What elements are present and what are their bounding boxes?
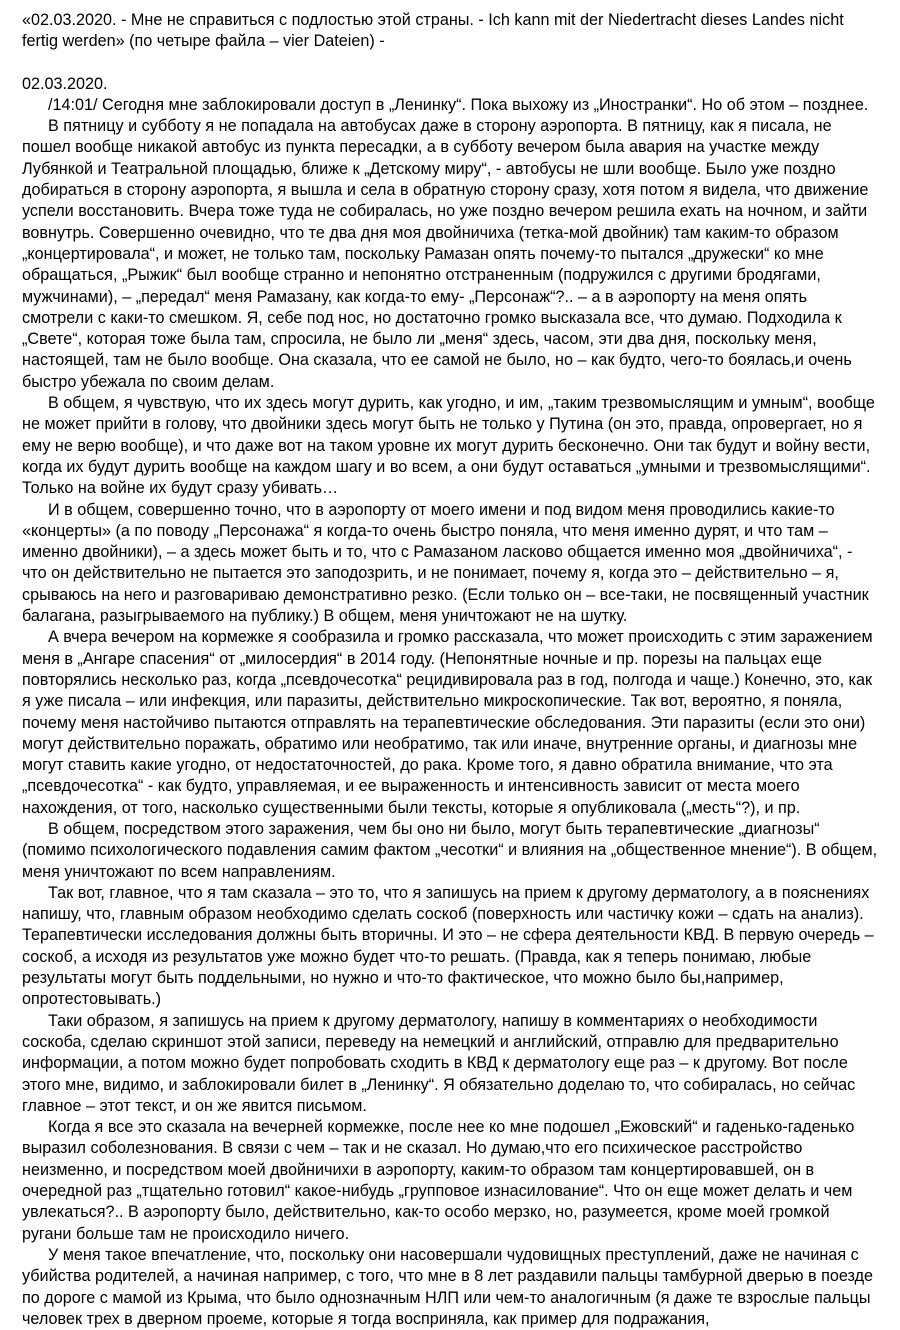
paragraph-8: Таки образом, я запишусь на прием к другому дерматологу, напишу в комментариях о необходимости соскоба, сделаю скриншот этой записи, переведу на немецкий и английский, отправлю для предварительно информации, а потом можно будет попробовать сходить в КВД к дерматологу еще раз – к другому. Вот после этого мне, видимо, и заблокировали билет в „Ленинку“. Я обязательно доделаю то, что собиралась, но сейчас главное – этот текст, и он же явится письмом.	[22, 1011, 856, 1115]
entry-date: 02.03.2020.	[22, 74, 108, 93]
document-heading: «02.03.2020. - Мне не справиться с подлостью этой страны. - Ich kann mit der Niedertracht dieses Landes nicht fertig werden» (по четыре файла – vier Dateien) -	[22, 11, 844, 51]
paragraph-10: У меня такое впечатление, что, поскольку они насовершали чудовищных преступлений, даже не начиная с убийства родителей, а начиная например, с того, что мне в 8 лет раздавили пальцы тамбурной дверью в поезде по дороге с мамой из Крыма, что было однозначным НЛП или чем-то аналогичным (я даже те взрослые пальцы человек трех в дверном проеме, которые я тогда восприняла, как пример для подражания,	[22, 1245, 874, 1328]
paragraph-1: /14:01/ Сегодня мне заблокировали доступ в „Ленинку“. Пока выхожу из „Иностранки“. Но об этом – позднее.	[48, 95, 869, 114]
paragraph-3: В общем, я чувствую, что их здесь могут дурить, как угодно, и им, „таким трезвомыслящим и умным“, вообще не может прийти в голову, что двойники здесь могут быть не только у Путина (он это, правда, опровергает, но я ему не верю вообще), и что даже вот на таком уровне их могут дурить бесконечно. Они так будут и войну вести, когда их будут дурить вообще на каждом шагу и во всем, а они будут оставаться „умными и трезвомыслящими“. Только на войне их будут сразу убивать…	[22, 394, 875, 498]
document-page	[22, 10, 878, 1330]
blank-line	[22, 53, 878, 74]
paragraph-7: Так вот, главное, что я там сказала – это то, что я запишусь на прием к другому дерматологу, а в пояснениях напишу, что, главным образом необходимо сделать соскоб (поверхность или частичку кожи – сдать на анализ). Терапевтически исследования должны быть вторичны. И это – не сфера деятельности КВД. В первую очередь – соскоб, а исходя из результатов уже можно будет что-то решать. (Правда, как я теперь понимаю, любые результаты могут быть поддельными, но нужно и что-то фактическое, что можно было бы,например, опротестовывать.)	[22, 883, 874, 1009]
paragraph-6: В общем, посредством этого заражения, чем бы оно ни было, могут быть терапевтические „диагнозы“ (помимо психологического подавления самим фактом „чесотки“ и влияния на „общественное мнение“). В общем, меня уничтожают по всем направлениям.	[22, 819, 878, 881]
paragraph-2: В пятницу и субботу я не попадала на автобусах даже в сторону аэропорта. В пятницу, как я писала, не пошел вообще никакой автобус из пункта пересадки, а в субботу вечером была авария на участке между Лубянкой и Театральной площадью, ближе к „Детскому миру“, - автобусы не шли вообще. Было уже поздно добираться в сторону аэропорта, я вышла и села в обратную сторону сразу, хотя потом я видела, что движение успели восстановить. Вчера тоже туда не собиралась, но уже поздно вечером решила ехать на ночном, и зайти вовнутрь. Совершенно очевидно, что те два дня моя двойничиха (тетка-мой двойник) там каким-то образом „концертировала“, и может, не только там, поскольку Рамазан опять почему-то пытался „дружески“ ко мне обращаться, „Рыжик“ был вообще странно и непонятно отстраненным (подружился с другими бродягами, мужчинами), – „передал“ меня Рамазану, как когда-то ему- „Персонаж“?.. – а в аэропорту на меня опять смотрели с каки-то смешком. Я, себе под нос, но достаточно громко высказала все, что думаю. Подходила к „Свете“, которая тоже была там, спросила, не было ли „меня“ здесь, часом, эти два дня, поскольку меня, настоящей, там не было вообще. Она сказала, что ее самой не было, но – как будто, чего-то боялась,и очень быстро убежала по своим делам.	[22, 117, 869, 391]
paragraph-9: Когда я все это сказала на вечерней кормежке, после нее ко мне подошел „Ежовский“ и гаденько-гаденько выразил соболезнования. В связи с чем – так и не сказал. Но думаю,что его психическое расстройство неизменно, и посредством моей двойничихи в аэропорту, каким-то образом там концертировавшей, он в очередной раз „тщательно готовил“ какое-нибудь „групповое изнасилование“. Что он еще может делать и чем увлекаться?.. В аэропорту было, действительно, как-то особо мерзко, но, разумеется, кроме моей громкой ругани больше там не происходило ничего.	[22, 1118, 855, 1243]
paragraph-4: И в общем, совершенно точно, что в аэропорту от моего имени и под видом меня проводились какие-то «концерты» (а по поводу „Персонажа“ я когда-то очень быстро поняла, что меня именно дурят, и что там – именно двойники), – а здесь может быть и то, что с Рамазаном ласково общается именно моя „двойничиха“, - что он действительно не пытается это заподозрить, и не понимает, почему я, когда это – действительно – я, срываюсь на него и разговариваю демонстративно резко. (Если только он – все-таки, не посвященный участник балагана, разыгрываемого на публику.) В общем, меня уничтожают не на шутку.	[22, 500, 869, 626]
paragraph-5: А вчера вечером на кормежке я сообразила и громко рассказала, что может происходить с этим заражением меня в „Ангаре спасения“ от „милосердия“ в 2014 году. (Непонятные ночные и пр. порезы на пальцах еще повторялись несколько раз, когда „псевдочесотка“ рецидивировала раз в год, полгода и чаще.) Конечно, это, как я уже писала – или инфекция, или паразиты, действительно микроскопические. Так вот, вероятно, я поняла, почему меня настойчиво пытаются отправлять на терапевтические обследования. Эти паразиты (если это они) могут действительно поражать, обратимо или необратимо, так или иначе, внутренние органы, и диагнозы мне могут ставить какие угодно, от недостаточностей, до рака. Кроме того, я давно обратила внимание, что эта „псевдочесотка“ - как будто, управляемая, и ее выраженность и интенсивность зависит от места моего нахождения, от того, насколько существенными были тексты, которые я опубликовала („месть“?), и пр.	[22, 628, 873, 817]
